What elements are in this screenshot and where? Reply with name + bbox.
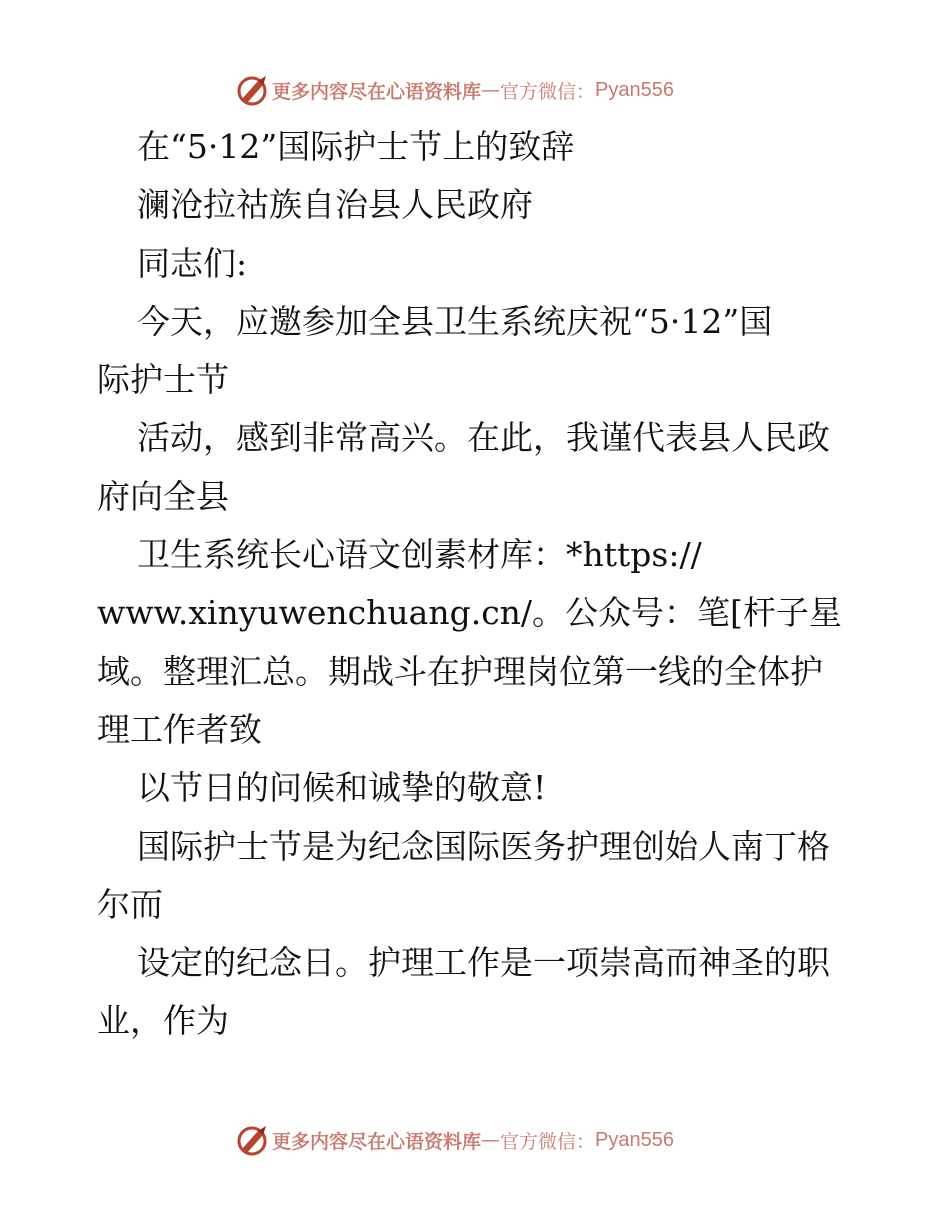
banner-official-label: 官方微信： [500,1130,596,1153]
doc-line: 活动，感到非常高兴。在此，我谨代表县人民政 [137,418,830,458]
doc-line: 府向全县 [97,476,229,516]
banner-wechat-id: Pyan556 [595,78,674,101]
doc-line: 设定的纪念日。护理工作是一项崇高而神圣的职 [137,943,830,983]
banner-wechat-id: Pyan556 [595,1128,674,1151]
doc-title: 在“5·12”国际护士节上的致辞 [137,127,575,166]
doc-salutation: 同志们: [137,243,248,283]
doc-line: 理工作者致 [97,709,262,749]
doc-line: 以节日的问候和诚挚的敬意! [137,768,547,808]
doc-line: www.xinyuwenchuang.cn/。公众号：笔[杆子星 [97,593,842,633]
banner-separator: — [481,79,501,101]
banner-official-label: 官方微信： [500,80,596,103]
document-body [97,118,877,1051]
doc-line: 尔而 [97,884,163,924]
doc-line: 今天，应邀参加全县卫生系统庆祝“5·12”国 [137,301,773,341]
footer-banner [236,1120,674,1160]
doc-issuer: 澜沧拉祜族自治县人民政府 [137,185,533,225]
banner-title: 更多内容尽在心语资料库 [272,80,482,103]
banner-separator: — [481,1129,501,1151]
doc-line: 域。整理汇总。期战斗在护理岗位第一线的全体护 [97,651,823,691]
banner-title: 更多内容尽在心语资料库 [272,1130,482,1153]
header-banner [236,70,674,110]
doc-line: 际护士节 [97,360,229,400]
doc-line: 业，作为 [97,1001,229,1041]
pen-logo-icon [236,1123,270,1157]
doc-line: 卫生系统长心语文创素材库：*https:// [137,535,702,575]
pen-logo-icon [236,73,270,107]
doc-line: 国际护士节是为纪念国际医务护理创始人南丁格 [137,826,830,866]
